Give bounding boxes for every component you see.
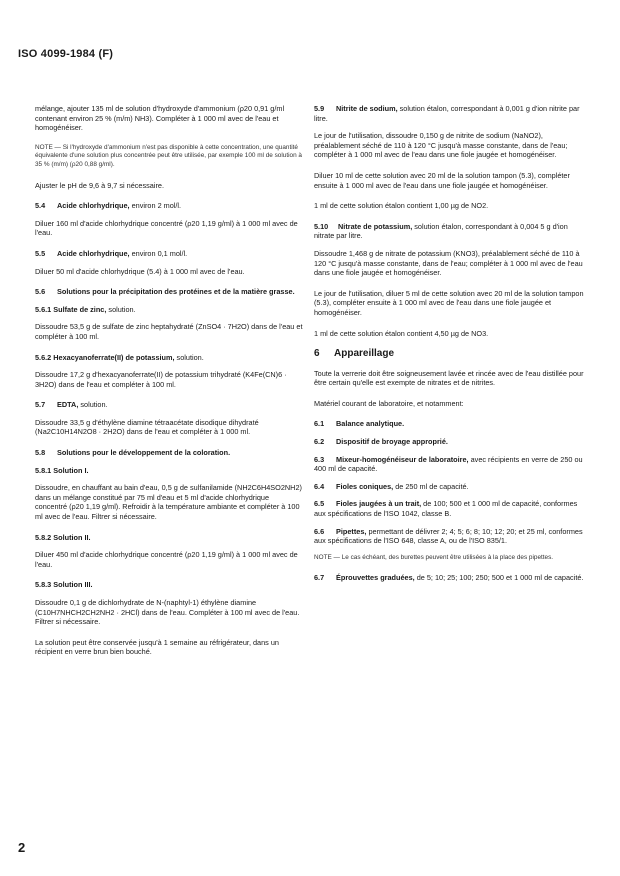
section-5-6-1-body: Dissoudre 53,5 g de sulfate de zinc heptahydraté (ZnSO4 · 7H2O) dans de l'eau et compléter à 100 ml. [35, 322, 303, 341]
section-5-6-2-heading: 5.6.2 Hexacyanoferrate(II) de potassium, solution. [35, 352, 204, 362]
document-header: ISO 4099-1984 (F) [18, 48, 114, 60]
section-6-4-heading: 6.4 Fioles coniques, de 250 ml de capacité. [314, 481, 469, 491]
section-5-8-3-body: Dissoudre 0,1 g de dichlorhydrate de N-(naphtyl-1) éthylène diamine (C10H7NHCH2CH2NH2 · 2HCl) dans de l'eau. Compléter à 100 ml avec de l'eau. Filtrer si nécessaire. [35, 598, 300, 627]
left-column [35, 104, 303, 668]
section-5-8-2-heading: 5.8.2 Solution II. [35, 532, 91, 542]
note-ammonium: NOTE — Si l'hydroxyde d'ammonium n'est pas disponible à cette concentration, une quantité équivalente d'une solution plus concentrée peut être utilisée, par exemple 100 ml de solution à 35 % (m/m) (ρ20 0,88 g/ml). [35, 143, 302, 168]
section-5-8-1-heading: 5.8.1 Solution I. [35, 465, 89, 475]
section-5-8-heading: 5.8 Solutions pour le développement de la coloration. [35, 448, 231, 458]
section-5-10-p3: 1 ml de cette solution étalon contient 4,50 µg de NO3. [314, 328, 489, 338]
section-6-p1: Toute la verrerie doit être soigneusement lavée et rincée avec de l'eau distillée pour être certain qu'elle est exempte de nitrates et de nitrites. [314, 368, 584, 388]
section-5-6-2-body: Dissoudre 17,2 g d'hexacyanoferrate(II) de potassium trihydraté (K4Fe(CN)6 · 3H2O) dans de l'eau et compléter à 100 ml. [35, 370, 287, 389]
section-5-9-heading: 5.9 Nitrite de sodium, solution étalon, correspondant à 0,001 g d'ion nitrite par litre. [314, 104, 580, 123]
section-6-p2: Matériel courant de laboratoire, et notamment: [314, 398, 464, 408]
page-number: 2 [18, 840, 26, 855]
section-5-4-heading: 5.4 Acide chlorhydrique, environ 2 mol/l. [35, 201, 182, 211]
intro-paragraph: mélange, ajouter 135 ml de solution d'hydroxyde d'ammonium (ρ20 0,91 g/ml contenant environ 25 % (m/m) NH3). Compléter à 1 000 ml avec de l'eau et homogénéiser. [35, 104, 285, 133]
section-6-1-heading: 6.1 Balance analytique. [314, 419, 405, 429]
section-5-6-1-heading: 5.6.1 Sulfate de zinc, solution. [35, 304, 136, 314]
section-6-2-heading: 6.2 Dispositif de broyage approprié. [314, 437, 448, 447]
section-5-7-body: Dissoudre 33,5 g d'éthylène diamine tétraacétate disodique dihydraté (Na2C10H14N2O8 · 2H2O) dans de l'eau et compléter à 1 000 ml. [35, 417, 259, 437]
section-5-8-2-body: Diluer 450 ml d'acide chlorhydrique concentré (ρ20 1,19 g/ml) à 1 000 ml avec de l'eau. [35, 550, 298, 569]
section-5-5-body: Diluer 50 ml d'acide chlorhydrique (5.4) à 1 000 ml avec de l'eau. [35, 266, 245, 276]
adjust-ph-paragraph: Ajuster le pH de 9,6 à 9,7 si nécessaire. [35, 180, 164, 190]
section-5-4-body: Diluer 160 ml d'acide chlorhydrique concentré (ρ20 1,19 g/ml) à 1 000 ml avec de l'eau. [35, 218, 298, 238]
note-burettes: NOTE — Le cas échéant, des burettes peuvent être utilisées à la place des pipettes. [314, 553, 554, 561]
section-5-9-p3: 1 ml de cette solution étalon contient 1,00 µg de NO2. [314, 201, 489, 211]
section-6-7-heading: 6.7 Éprouvettes graduées, de 5; 10; 25; 100; 250; 500 et 1 000 ml de capacité. [314, 573, 584, 583]
section-5-7-heading: 5.7 EDTA, solution. [35, 400, 108, 410]
section-6-3-heading: 6.3 Mixeur-homogénéiseur de laboratoire, avec récipients en verre de 250 ou 400 ml de capacité. [314, 454, 583, 474]
section-5-6-heading: 5.6 Solutions pour la précipitation des protéines et de la matière grasse. [35, 287, 295, 297]
section-5-9-p2: Diluer 10 ml de cette solution avec 20 ml de la solution tampon (5.3), compléter ensuite à 1 000 ml avec de l'eau dans une fiole jaugée et homogénéiser. [314, 170, 570, 190]
section-5-10-p1: Dissoudre 1,468 g de nitrate de potassium (KNO3), préalablement séché de 110 à 120 °C jusqu'à masse constante, dans de l'eau; compléter à 1 000 ml avec de l'eau dans une fiole jaugée et homogénéiser. [314, 248, 583, 278]
section-5-10-p2: Le jour de l'utilisation, diluer 5 ml de cette solution avec 20 ml de la solution tampon (5.3), compléter ensuite à 1 000 ml avec de l'eau dans une fiole jaugée et homogénéiser. [314, 288, 584, 317]
section-5-9-p1: Le jour de l'utilisation, dissoudre 0,150 g de nitrite de sodium (NaNO2), préalablement séché de 110 à 120 °C jusqu'à masse constante, dans de l'eau; compléter à 1 000 ml avec de l'eau dans une fiole jaugée et homogénéiser. [314, 131, 568, 160]
section-6-heading: 6 Appareillage [314, 348, 395, 360]
section-5-10-heading: 5.10 Nitrate de potassium, solution étalon, correspondant à 0,004 5 g d'ion nitrate par litre. [314, 221, 568, 241]
section-6-5-heading: 6.5 Fioles jaugées à un trait, de 100; 500 et 1 000 ml de capacité, conformes aux spécifications de l'ISO 1042, classe B. [314, 499, 578, 519]
section-5-5-heading: 5.5 Acide chlorhydrique, environ 0,1 mol/l. [35, 248, 188, 258]
storage-paragraph: La solution peut être conservée jusqu'à 1 semaine au réfrigérateur, dans un récipient en verre brun bien bouché. [35, 637, 279, 657]
section-5-8-1-body: Dissoudre, en chauffant au bain d'eau, 0,5 g de sulfanilamide (NH2C6H4SO2NH2) dans un mélange constitué par 75 ml d'eau et 5 ml d'acide chlorhydrique concentré (ρ20 1,19 g/ml). Refroidir à la température ambiante et compléter à 100 ml avec de l'eau. Filtrer si nécessaire. [35, 483, 302, 522]
right-column [314, 104, 590, 591]
section-6-6-heading: 6.6 Pipettes, permettant de délivrer 2; 4; 5; 6; 8; 10; 12; 20; et 25 ml, conformes aux spécifications de l'ISO 648, classe A, ou de l'ISO 835/1. [314, 526, 583, 546]
section-5-8-3-heading: 5.8.3 Solution III. [35, 580, 93, 590]
